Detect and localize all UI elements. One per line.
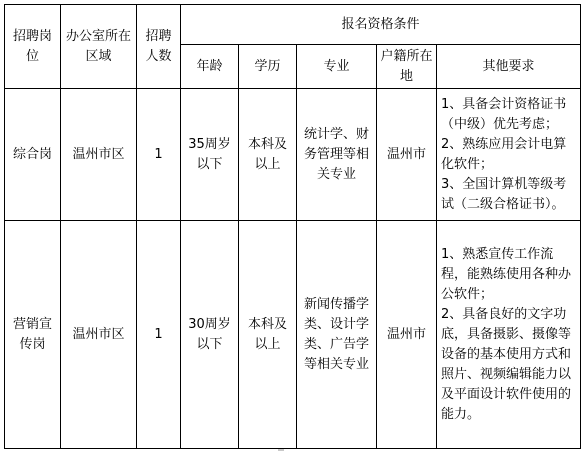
cell-hukou: 温州市 [377,89,437,221]
cell-other-requirements [437,89,581,221]
cell-age: 35周岁以下 [181,89,239,221]
header-conditions: 报名资格条件 [181,5,581,45]
cell-education: 本科及以上 [239,89,297,221]
header-hiring-count: 招聘人数 [137,5,181,89]
table-row [5,221,581,449]
header-office-area: 办公室所在区域 [61,5,137,89]
requirement-item: 2、具备良好的文字功底，具备摄影、摄像等设备的基本使用方式和照片、视频编辑能力以及平面设计软件使用的能力。 [441,306,572,422]
header-age: 年龄 [181,45,239,89]
header-other-requirements: 其他要求 [437,45,581,89]
recruitment-table [4,4,581,449]
header-row-main [5,5,581,45]
requirement-item: 3、全国计算机等级考试（二级合格证书）。 [441,176,567,212]
cell-major: 统计学、财务管理等相关专业 [297,89,377,221]
cell-hiring-count: 1 [137,221,181,449]
cell-education: 本科及以上 [239,221,297,449]
cell-other-requirements [437,221,581,449]
cell-position: 营销宣传岗 [5,221,61,449]
header-hukou: 户籍所在地 [377,45,437,89]
cell-age: 30周岁以下 [181,221,239,449]
cell-office-area: 温州市区 [61,221,137,449]
cell-hiring-count: 1 [137,89,181,221]
requirement-item: 1、具备会计资格证书（中级）优先考虑； [441,96,567,132]
header-education: 学历 [239,45,297,89]
requirement-item: 2、熟练应用会计电算化软件； [441,136,567,172]
scan-mark [278,449,284,451]
requirement-item: 1、熟悉宣传工作流程，能熟练使用各种办公软件； [441,246,572,302]
cell-major: 新闻传播学类、设计学类、广告学等相关专业 [297,221,377,449]
header-major: 专业 [297,45,377,89]
table-row [5,89,581,221]
cell-office-area: 温州市区 [61,89,137,221]
cell-position: 综合岗 [5,89,61,221]
cell-hukou: 温州市 [377,221,437,449]
header-position: 招聘岗位 [5,5,61,89]
